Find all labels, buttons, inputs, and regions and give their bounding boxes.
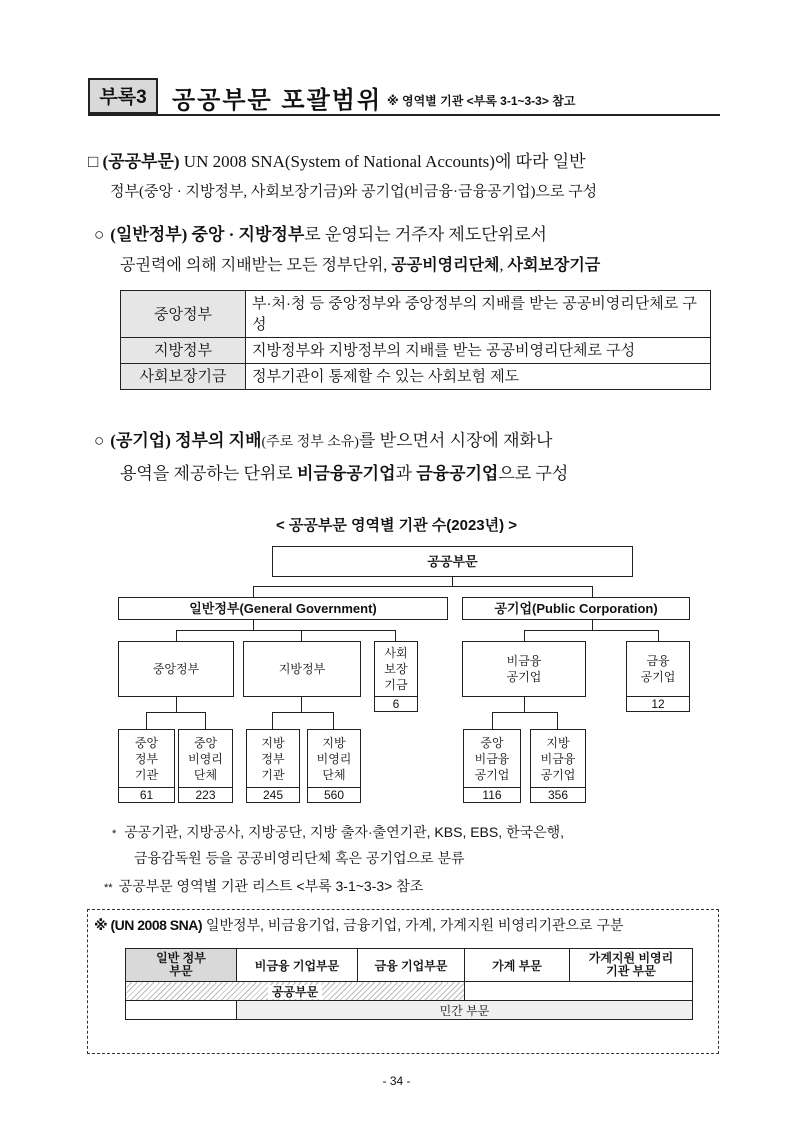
org-central-agencies: 중앙 정부 기관 xyxy=(118,729,175,788)
chart-caption: < 공공부문 영역별 기관 수(2023년) > xyxy=(275,517,518,534)
public-corp-bold: 정부의 지배 xyxy=(175,431,262,450)
connector xyxy=(272,712,333,713)
org-central-nonfin-count: 116 xyxy=(463,787,521,803)
table-row xyxy=(126,982,693,1001)
table-value: 지방정부와 지방정부의 지배를 받는 공공비영리단체로 구성 xyxy=(246,338,711,364)
org-social-security: 사회 보장 기금 xyxy=(374,641,418,697)
public-corp-bold-fin: 금융공기업 xyxy=(416,464,499,483)
general-gov-bold-npo: 공공비영리단체 xyxy=(391,257,500,274)
public-corp-lead: (공기업) xyxy=(110,431,171,450)
org-root: 공공부문 xyxy=(272,546,633,577)
org-financial-corp: 금융 공기업 xyxy=(626,641,690,697)
note-1-line2: 금융감독원 등을 공공비영리단체 혹은 공기업으로 분류 xyxy=(134,850,465,866)
sna-public-label: 공공부문 xyxy=(268,985,322,999)
org-central-nonfin: 중앙 비금융 공기업 xyxy=(463,729,521,788)
org-nonfinancial-corp: 비금융 공기업 xyxy=(462,641,586,697)
connector xyxy=(524,630,658,631)
general-gov-bold-ssf: 사회보장기금 xyxy=(507,257,601,274)
circle-bullet: ○ xyxy=(94,431,105,450)
connector xyxy=(658,630,659,641)
general-gov-line2: 공권력에 의해 지배받는 모든 정부단위, xyxy=(120,257,392,274)
header-rule xyxy=(88,114,720,116)
org-central-npo-count: 223 xyxy=(178,787,233,803)
sna-empty-cell xyxy=(465,982,693,1001)
connector xyxy=(205,712,206,729)
org-local-nonfin: 지방 비금융 공기업 xyxy=(530,729,586,788)
sna-lead: ※ (UN 2008 SNA) xyxy=(94,917,203,933)
circle-bullet: ○ xyxy=(94,225,105,244)
intro-paragraph xyxy=(88,146,728,208)
org-financial-corp-count: 12 xyxy=(626,696,690,712)
sna-line xyxy=(94,915,624,935)
public-corp-bold-nonfin: 비금융공기업 xyxy=(296,464,396,483)
intro-line2: 정부(중앙 · 지방정부, 사회보장기금)와 공기업(비금융·금융공기업)으로 구성 xyxy=(110,184,598,200)
general-gov-paragraph xyxy=(88,219,728,281)
sna-col-nonfinancial: 비금융 기업부문 xyxy=(237,949,358,982)
connector xyxy=(592,586,593,597)
intro-line1: UN 2008 SNA(System of National Accounts)에 따라 일반 xyxy=(179,152,586,171)
note-2-text: 공공부문 영역별 기관 리스트 <부록 3-1~3-3> 참조 xyxy=(118,878,424,894)
connector xyxy=(272,712,273,729)
page-title: 공공부문 포괄범위 xyxy=(172,87,383,114)
note-1-mark: * xyxy=(112,828,117,840)
note-2-mark: ** xyxy=(104,882,113,894)
connector xyxy=(524,630,525,641)
connector xyxy=(395,630,396,641)
org-central-agencies-count: 61 xyxy=(118,787,175,803)
table-row xyxy=(126,1001,693,1020)
table-row xyxy=(121,291,711,338)
connector xyxy=(146,712,147,729)
general-gov-lead: (일반정부) xyxy=(110,225,188,244)
table-value: 정부기관이 통제할 수 있는 사회보험 제도 xyxy=(246,364,711,390)
square-bullet: □ xyxy=(88,152,99,171)
org-public-corp: 공기업(Public Corporation) xyxy=(462,597,690,620)
connector xyxy=(492,712,557,713)
sna-table xyxy=(125,948,693,1020)
org-general-gov: 일반정부(General Government) xyxy=(118,597,448,620)
public-corp-line2c: 으로 구성 xyxy=(498,464,569,483)
connector xyxy=(557,712,558,729)
table-row xyxy=(121,338,711,364)
table-row xyxy=(121,364,711,390)
intro-lead: (공공부문) xyxy=(102,152,180,171)
table-key: 사회보장기금 xyxy=(121,364,246,390)
org-central-npo: 중앙 비영리 단체 xyxy=(178,729,233,788)
table-key: 중앙정부 xyxy=(121,291,246,338)
connector xyxy=(492,712,493,729)
table-key: 지방정부 xyxy=(121,338,246,364)
sna-col-npish: 가계지원 비영리 기관 부문 xyxy=(570,949,693,982)
connector xyxy=(301,630,302,641)
org-local-npo-count: 560 xyxy=(307,787,361,803)
connector xyxy=(176,630,395,631)
public-corp-line1: 를 받으면서 시장에 재화나 xyxy=(358,431,553,450)
table-value: 부·처·청 등 중앙정부와 중앙정부의 지배를 받는 공공비영리단체로 구성 xyxy=(246,291,711,338)
org-local-agencies-count: 245 xyxy=(246,787,300,803)
org-local-agencies: 지방 정부 기관 xyxy=(246,729,300,788)
org-local-npo: 지방 비영리 단체 xyxy=(307,729,361,788)
connector xyxy=(146,712,205,713)
sna-empty-cell xyxy=(126,1001,237,1020)
public-corp-line2a: 용역을 제공하는 단위로 xyxy=(120,464,297,483)
connector xyxy=(253,586,254,597)
sna-private-sector: 민간 부문 xyxy=(237,1001,693,1020)
public-corp-paren: (주로 정부 소유) xyxy=(261,435,359,450)
page-number: - 34 - xyxy=(382,1074,411,1088)
org-social-security-count: 6 xyxy=(374,696,418,712)
connector xyxy=(333,712,334,729)
general-gov-bold: 중앙 · 지방정부 xyxy=(191,225,305,244)
sna-text: 일반정부, 비금융기업, 금융기업, 가계, 가계지원 비영리기관으로 구분 xyxy=(202,917,624,933)
sna-public-sector xyxy=(126,982,465,1001)
page-subtitle: ※ 영역별 기관 <부록 3-1~3-3> 참고 xyxy=(387,94,576,108)
connector xyxy=(253,619,254,630)
appendix-tag: 부록3 xyxy=(88,78,158,114)
connector xyxy=(524,696,525,712)
org-local-gov: 지방정부 xyxy=(243,641,361,697)
sna-col-general-gov: 일반 정부 부문 xyxy=(126,949,237,982)
government-table xyxy=(120,290,711,390)
note-1-line1: 공공기관, 지방공사, 지방공단, 지방 출자·출연기관, KBS, EBS, 한국은행, xyxy=(124,824,565,840)
general-gov-line1: 로 운영되는 거주자 제도단위로서 xyxy=(304,225,547,244)
connector xyxy=(592,619,593,630)
org-local-nonfin-count: 356 xyxy=(530,787,586,803)
connector xyxy=(253,586,592,587)
note-1 xyxy=(112,820,732,870)
connector xyxy=(176,696,177,712)
note-2 xyxy=(104,874,724,900)
sna-col-household: 가계 부문 xyxy=(465,949,570,982)
sna-col-financial: 금융 기업부문 xyxy=(358,949,465,982)
table-row xyxy=(126,949,693,982)
public-corp-paragraph xyxy=(88,425,728,489)
connector xyxy=(176,630,177,641)
connector xyxy=(301,696,302,712)
public-corp-line2b: 과 xyxy=(395,464,417,483)
org-central-gov: 중앙정부 xyxy=(118,641,234,697)
connector xyxy=(452,576,453,586)
general-gov-sep: , xyxy=(499,257,508,274)
